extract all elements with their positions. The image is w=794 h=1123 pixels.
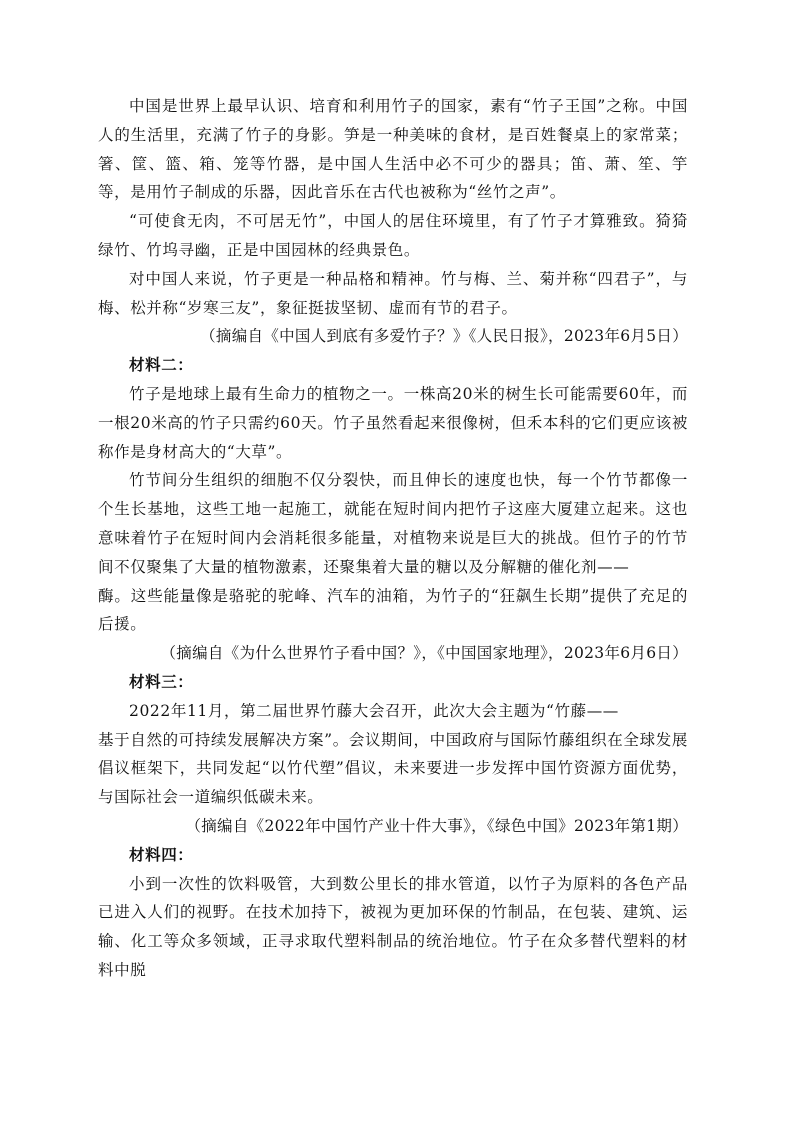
paragraph-character-spirit: 对中国人来说，竹子更是一种品格和精神。竹与梅、兰、菊并称“四君子”，与梅、松并称“岁寒三友”，象征挺拔坚韧、虚而有节的君子。 xyxy=(98,269,688,317)
source-citation-1: （摘编自《中国人到底有多爱竹子？》《人民日报》，2023年6月5日） xyxy=(200,327,688,346)
paragraph-growth-energy-continued: 酶。这些能量像是骆驼的驼峰、汽车的油箱，为竹子的“狂飙生长期”提供了充足的后援。 xyxy=(98,586,688,634)
source-citation-2: （摘编自《为什么世界竹子看中国？》，《中国国家地理》，2023年6月6日） xyxy=(160,644,688,663)
paragraph-vitality: 竹子是地球上最有生命力的植物之一。一株高20米的树生长可能需要60年，而一根20米高的竹子只需约60天。竹子虽然看起来很像树，但禾本科的它们更应该被称作是身材高大的“大草”。 xyxy=(98,384,688,461)
material-2-heading: 材料二： xyxy=(129,355,194,375)
paragraph-growth-energy: 竹节间分生组织的细胞不仅分裂快，而且伸长的速度也快，每一个竹节都像一个生长基地，这些工地一起施工，就能在短时间内把竹子这座大厦建立起来。这也意味着竹子在短时间内会消耗很多能量，对植物来说是巨大的挑战。但竹子的竹节间不仅聚集了大量的植物激素，还聚集着大量的糖以及分解糖的催化剂—— xyxy=(98,471,688,576)
paragraph-congress: 2022年11月，第二届世界竹藤大会召开，此次大会主题为“竹藤—— xyxy=(129,701,619,720)
paragraph-bamboo-products: 小到一次性的饮料吸管，大到数公里长的排水管道，以竹子为原料的各色产品已进入人们的视野。在技术加持下，被视为更加环保的竹制品，在包装、建筑、运输、化工等众多领域，正寻求取代塑料制品的统治地位。竹子在众多替代塑料的材料中脱 xyxy=(98,874,688,979)
document-body xyxy=(98,92,688,985)
paragraph-living-environment: “可使食无肉，不可居无竹”，中国人的居住环境里，有了竹子才算雅致。猗猗绿竹、竹坞寻幽，正是中国园林的经典景色。 xyxy=(98,212,688,259)
paragraph-bamboo-kingdom: 中国是世界上最早认识、培育和利用竹子的国家，素有“竹子王国”之称。中国人的生活里，充满了竹子的身影。笋是一种美味的食材，是百姓餐桌上的家常菜；箸、筐、篮、箱、笼等竹器，是中国人生活中必不可少的器具；笛、萧、笙、竽等，是用竹子制成的乐器，因此音乐在古代也被称为“丝竹之声”。 xyxy=(98,97,688,202)
material-4-heading: 材料四： xyxy=(129,844,194,864)
material-3-heading: 材料三： xyxy=(129,671,194,691)
source-citation-3: （摘编自《2022年中国竹产业十件大事》，《绿色中国》2023年第1期） xyxy=(185,816,688,835)
paragraph-congress-continued: 基于自然的可持续发展解决方案”。会议期间，中国政府与国际竹藤组织在全球发展倡议框架下，共同发起“以竹代塑”倡议，未来要进一步发挥中国竹资源方面优势，与国际社会一道编织低碳未来。 xyxy=(98,730,688,807)
